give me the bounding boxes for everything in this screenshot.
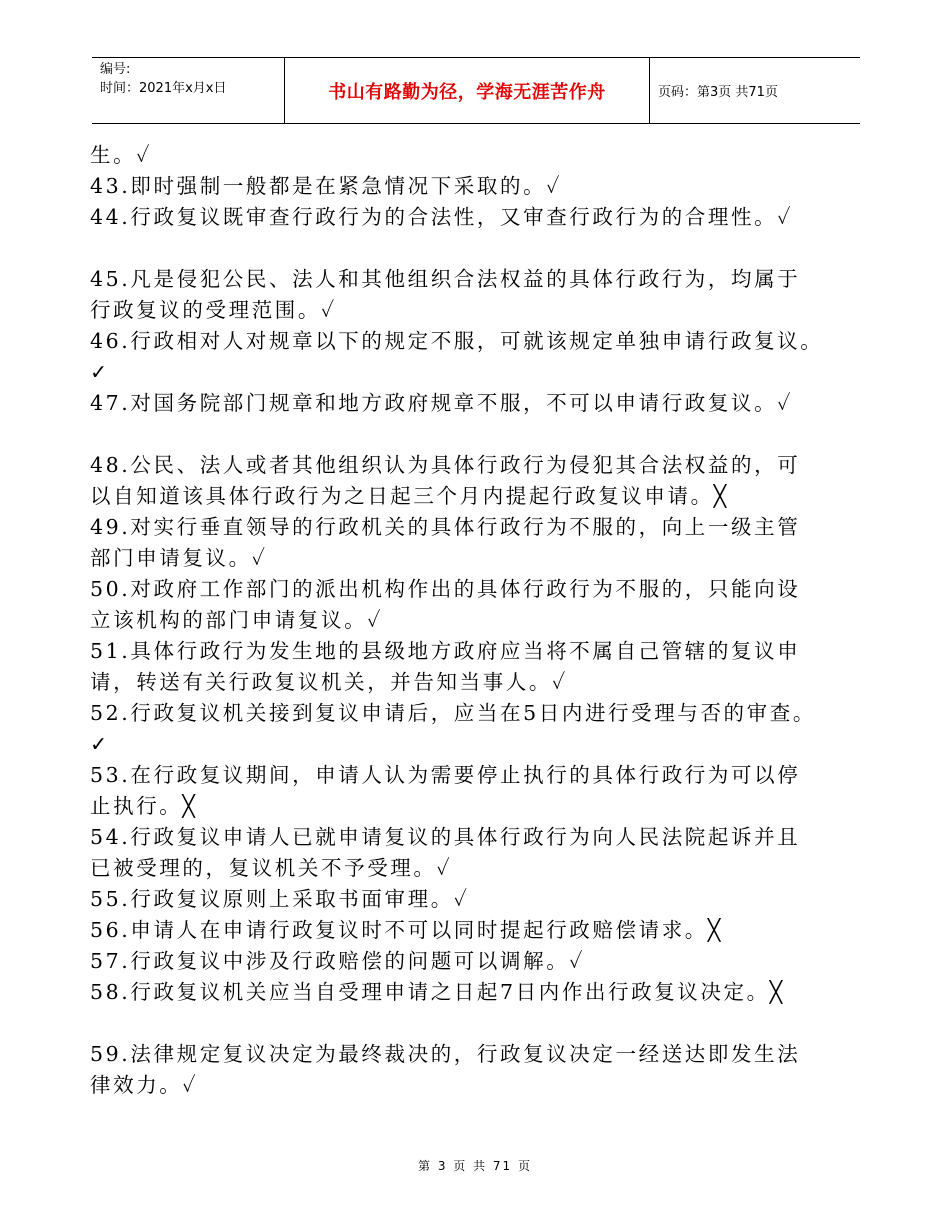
- text-line: 生。✓: [90, 143, 153, 167]
- paragraph-gap: [90, 419, 865, 450]
- text-line: ✓: [90, 360, 110, 384]
- text-line: 52.行政复议机关接到复议申请后，应当在5日内进行受理与否的审查。: [90, 701, 816, 725]
- text-line: 律效力。✓: [90, 1073, 199, 1097]
- text-line: 48.公民、法人或者其他组织认为具体行政行为侵犯其合法权益的，可: [90, 453, 801, 477]
- paragraph-gap: [90, 233, 865, 264]
- text-line: 53.在行政复议期间，申请人认为需要停止执行的具体行政行为可以停: [90, 763, 801, 787]
- time-label: 时间：2021年x月x日: [100, 81, 227, 96]
- text-line: 50.对政府工作部门的派出机构作出的具体行政行为不服的，只能向设: [90, 577, 801, 601]
- text-line: 51.具体行政行为发生地的县级地方政府应当将不属自己管辖的复议申: [90, 639, 801, 663]
- number-label: 编号:: [100, 62, 131, 77]
- text-line: 已被受理的，复议机关不予受理。✓: [90, 856, 453, 880]
- text-line: 49.对实行垂直领导的行政机关的具体行政行为不服的，向上一级主管: [90, 515, 801, 539]
- text-line: 行政复议的受理范围。✓: [90, 298, 337, 322]
- text-line: 56.申请人在申请行政复议时不可以同时提起行政赔偿请求。╳: [90, 918, 723, 942]
- header-page-info: 页码：第3页 共71页: [658, 85, 778, 100]
- text-line: 57.行政复议中涉及行政赔偿的问题可以调解。✓: [90, 949, 586, 973]
- text-line: 部门申请复议。✓: [90, 546, 268, 570]
- paragraph-gap: [90, 1008, 865, 1039]
- text-line: 请，转送有关行政复议机关，并告知当事人。✓: [90, 670, 568, 694]
- page-footer: 第 3 页 共 71 页: [418, 1159, 532, 1173]
- text-line: 59.法律规定复议决定为最终裁决的，行政复议决定一经送达即发生法: [90, 1042, 801, 1066]
- text-line: 54.行政复议申请人已就申请复议的具体行政行为向人民法院起诉并且: [90, 825, 801, 849]
- text-line: 43.即时强制一般都是在紧急情况下采取的。✓: [90, 174, 563, 198]
- text-line: 46.行政相对人对规章以下的规定不服，可就该规定单独申请行政复议。: [90, 329, 824, 353]
- text-line: 58.行政复议机关应当自受理申请之日起7日内作出行政复议决定。╳: [90, 980, 785, 1004]
- page-header: [92, 57, 860, 124]
- text-line: 立该机构的部门申请复议。✓: [90, 608, 384, 632]
- document-body: [90, 140, 865, 1101]
- text-line: 44.行政复议既审查行政行为的合法性，又审查行政行为的合理性。✓: [90, 205, 794, 229]
- text-line: ✓: [90, 732, 110, 756]
- text-line: 以自知道该具体行政行为之日起三个月内提起行政复议申请。╳: [90, 484, 729, 508]
- text-line: 55.行政复议原则上采取书面审理。✓: [90, 887, 470, 911]
- text-line: 47.对国务院部门规章和地方政府规章不服，不可以申请行政复议。✓: [90, 391, 794, 415]
- text-line: 45.凡是侵犯公民、法人和其他组织合法权益的具体行政行为，均属于: [90, 267, 801, 291]
- header-meta: [92, 58, 285, 123]
- header-motto: 书山有路勤为径，学海无涯苦作舟: [285, 58, 650, 123]
- text-line: 止执行。╳: [90, 794, 198, 818]
